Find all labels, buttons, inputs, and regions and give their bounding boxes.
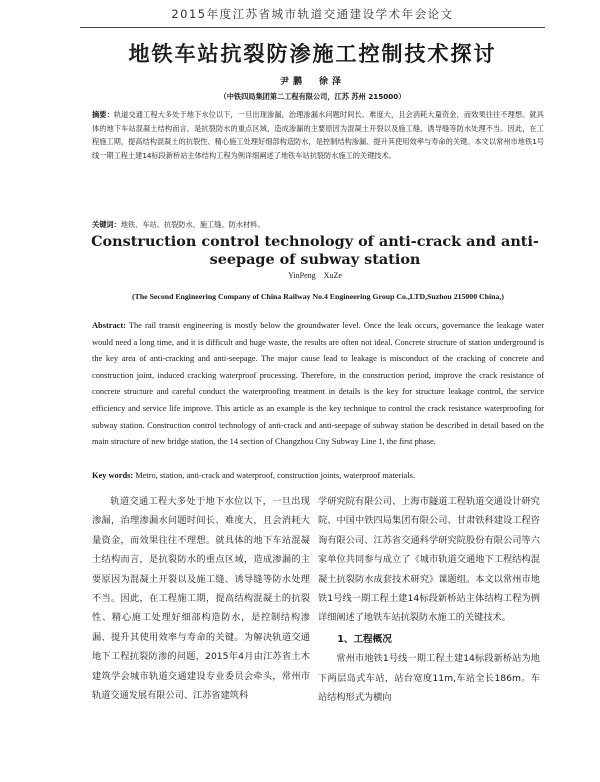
abstract-en-label: Abstract: [92, 321, 126, 330]
paper-title-en: Construction control technology of anti-crack and anti-seepage of subway station [91, 233, 539, 268]
intro-paragraph-continued: 学研究院有限公司、上海市隧道工程轨道交通设计研究院、中国中铁四局集团有限公司、甘肃铁科建设工程咨询有限公司、江苏省交通科学研究院股份有限公司等六家单位共同参与成立了《城市轨道交通地下工程结构混凝土抗裂防水成套技术研究》课题组。本文以常州市地铁1号线一期工程土建14标段新桥站主体结构工程为例详细阐述了地铁车站抗裂防水施工的关键技术。 [318, 496, 540, 624]
authors-en: YinPeng XuZe [288, 271, 342, 280]
body-column-left [92, 492, 310, 705]
abstract-en-text: The rail transit engineering is mostly below the groundwater level. Once the leak occurs, governance the leakage water would need a long time, and it is difficult and huge waste, the results are often not ideal. Concrete structure of station underground is the key area of anti-cracking and anti-seepage. The major cause lead to leakage is misconduct of the cracking of concrete and construction joint, induced cracking waterproof processing. Therefore, in the construction period, improve the crack resistance of concrete structure and careful conduct the waterproofing treatment in details is the key for structure leakage control, the service efficiency and service life improve. This article as an example is the key technique to control the crack resistance waterproofing for subway station. Construction control technology of anti-crack and anti-seepage of subway station be described in detail based on the main structure of new bridge station, the 14 section of Changzhou City Subway Line 1, the first phase. [92, 321, 544, 447]
paper-title-cn: 地铁车站抗裂防渗施工控制技术探讨 [128, 42, 497, 66]
affiliation-cn: （中铁四局集团第二工程有限公司，江苏 苏州 215000） [219, 92, 406, 101]
abstract-cn [92, 108, 544, 162]
section-heading: 1、工程概况 [337, 633, 392, 645]
intro-paragraph: 轨道交通工程大多处于地下水位以下，一旦出现渗漏，治理渗漏水问题时间长、难度大，且会消耗大量资金，而效果往往不理想。就具体的地下车站混凝土结构而言，是抗裂防水的重点区域，造成渗漏的主要原因为混凝土开裂以及施工缝、诱导缝等防水处理不当。因此，在工程施工期，提高结构混凝土的抗裂性、精心施工处理好细部构造防水，是控制结构渗漏、提升其使用效率与寿命的关键。为解决轨道交通地下工程抗裂防渗的问题，2015年4月由江苏省土木建筑学会城市轨道交通建设专业委员会牵头，常州市轨道交通发展有限公司、江苏省建筑科 [92, 496, 310, 702]
abstract-cn-text: 轨道交通工程大多处于地下水位以下，一旦出现渗漏，治理渗漏水问题时间长、难度大，且会消耗大量资金，而效果往往不理想。就具体的地下车站混凝土结构而言，是抗裂防水的重点区域，造成渗漏的主要原因为混凝土开裂以及施工缝、诱导缝等防水处理不当。因此，在工程施工期，提高结构混凝土的抗裂性、精心施工处理好细部构造防水，是控制结构渗漏、提升其使用效率与寿命的关键。本文以常州市地铁1号线一期工程土建14标段新桥站主体结构工程为例详细阐述了地铁车站抗裂防水施工的关键技术。 [92, 110, 544, 160]
keywords-cn-label: 关键词： [92, 220, 121, 229]
authors-cn: 尹鹏 徐泽 [279, 77, 345, 87]
affiliation-en: (The Second Engineering Company of China Railway No.4 Engineering Group Co.,LTD,Suzhou 215000 China,) [132, 292, 504, 301]
abstract-en [92, 318, 544, 451]
body-column-right [318, 492, 540, 707]
keywords-en [92, 469, 544, 483]
keywords-cn-text: 地铁、车站、抗裂防水、施工缝、防水材料。 [120, 220, 265, 229]
keywords-cn [92, 218, 544, 231]
keywords-en-text: Metro, station, anti-crack and waterproof, construction joints, waterproof materials. [135, 471, 416, 480]
keywords-en-label: Key words: [92, 471, 134, 480]
running-header: 2015年度江苏省城市轨道交通建设学术年会论文 [80, 6, 545, 28]
section-paragraph: 常州市地铁1号线一期工程土建14标段新桥站为地下两层岛式车站，站台宽度11m,车站全长186m。车站结构形式为横向 [318, 653, 540, 704]
abstract-cn-label: 摘要： [92, 110, 114, 119]
